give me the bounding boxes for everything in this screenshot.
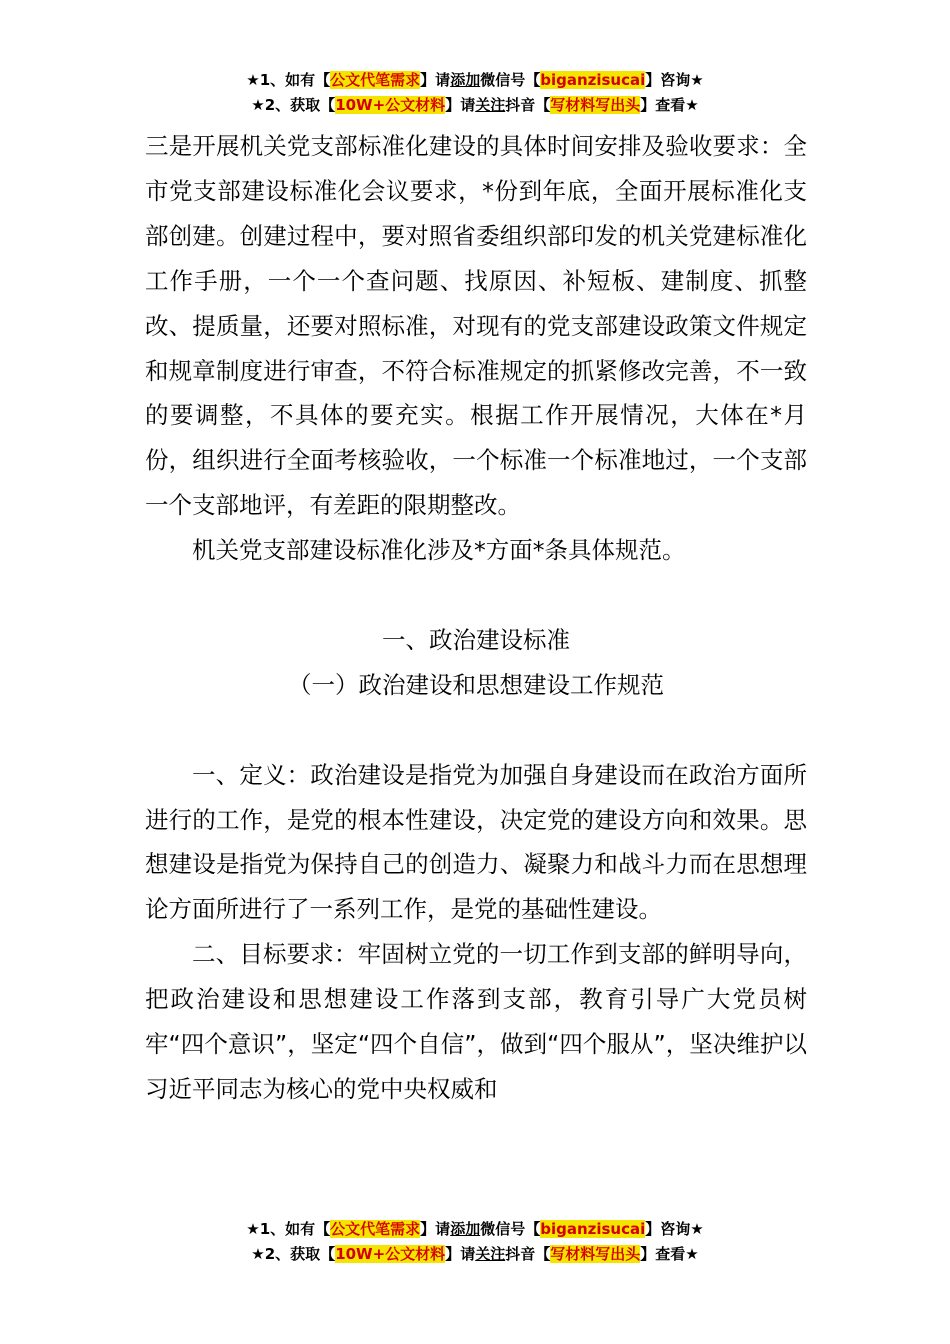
- banner-text: 】请: [420, 71, 451, 89]
- section-heading: 一、政治建设标准: [382, 625, 570, 654]
- banner-line-1: [0, 68, 950, 93]
- banner-highlight-ghostwriting: 公文代笔需求: [330, 1220, 421, 1238]
- footer-banner: [0, 1217, 950, 1267]
- banner-underline-text: 关注: [475, 1245, 506, 1263]
- banner-text: 】查看★: [640, 96, 699, 114]
- banner-highlight-materials: 10W+公文材料: [335, 1245, 446, 1263]
- banner-text: 】查看★: [640, 1245, 699, 1263]
- paragraph-schedule: 三是开展机关党支部标准化建设的具体时间安排及验收要求：全市党支部建设标准化会议要求，*份到年底，全面开展标准化支部创建。创建过程中，要对照省委组织部印发的机关党建标准化工作手册，一个一个查问题、找原因、补短板、建制度、抓整改、提质量，还要对照标准，对现有的党支部建设政策文件规定和规章制度进行审查，不符合标准规定的抓紧修改完善，不一致的要调整，不具体的要充实。根据工作开展情况，大体在*月份，组织进行全面考核验收，一个标准一个标准地过，一个支部一个支部地评，有差距的限期整改。: [145, 132, 807, 520]
- banner-text: 】请: [445, 1245, 476, 1263]
- banner-underline-text: 添加: [450, 1220, 481, 1238]
- paragraph-scope: 机关党支部建设标准化涉及*方面*条具体规范。: [192, 536, 686, 565]
- spacer: [145, 708, 807, 753]
- banner-text: ★2、获取【: [251, 96, 336, 114]
- banner-text: 抖音【: [505, 96, 551, 114]
- banner-text: 微信号【: [480, 1220, 541, 1238]
- header-banner: [0, 68, 950, 118]
- paragraph-definition: 一、定义：政治建设是指党为加强自身建设而在政治方面所进行的工作，是党的根本性建设，决定党的建设方向和效果。思想建设是指党为保持自己的创造力、凝聚力和战斗力而在思想理论方面所进行了一系列工作，是党的基础性建设。: [145, 760, 807, 924]
- banner-text: 抖音【: [505, 1245, 551, 1263]
- banner-highlight-wechat-id: biganzisucai: [540, 71, 646, 89]
- banner-text: ★1、如有【: [246, 1220, 331, 1238]
- banner-line-1: [0, 1217, 950, 1242]
- banner-text: ★1、如有【: [246, 71, 331, 89]
- banner-highlight-douyin: 写材料写出头: [550, 1245, 641, 1263]
- banner-highlight-wechat-id: biganzisucai: [540, 1220, 646, 1238]
- banner-text: 】咨询★: [645, 71, 704, 89]
- banner-highlight-materials: 10W+公文材料: [335, 96, 446, 114]
- banner-highlight-ghostwriting: 公文代笔需求: [330, 71, 421, 89]
- subsection-heading: （一）政治建设和思想建设工作规范: [288, 670, 664, 699]
- banner-underline-text: 添加: [450, 71, 481, 89]
- banner-highlight-douyin: 写材料写出头: [550, 96, 641, 114]
- paragraph-goals: 二、目标要求：牢固树立党的一切工作到支部的鲜明导向，把政治建设和思想建设工作落到支部，教育引导广大党员树牢“四个意识”，坚定“四个自信”，做到“四个服从”，坚决维护以习近平同志为核心的党中央权威和: [145, 940, 807, 1103]
- document-body: [145, 124, 807, 1112]
- banner-line-2: [0, 93, 950, 118]
- banner-text: 】请: [420, 1220, 451, 1238]
- banner-line-2: [0, 1242, 950, 1267]
- banner-text: ★2、获取【: [251, 1245, 336, 1263]
- spacer: [145, 573, 807, 618]
- banner-text: 】咨询★: [645, 1220, 704, 1238]
- banner-underline-text: 关注: [475, 96, 506, 114]
- banner-text: 】请: [445, 96, 476, 114]
- banner-text: 微信号【: [480, 71, 541, 89]
